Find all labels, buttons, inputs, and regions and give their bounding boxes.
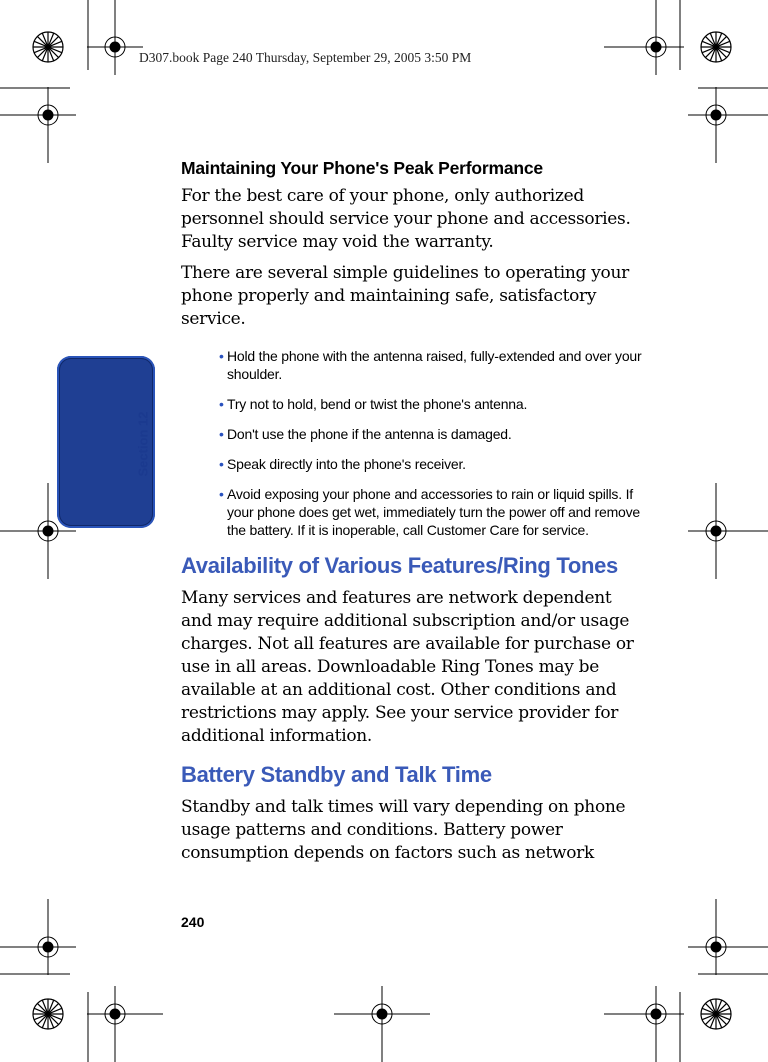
battery-paragraph: Standby and talk times will vary depending on phone usage patterns and conditions. Battery power consumption depends on factors such as network: [181, 797, 626, 863]
bullet-icon: •: [219, 456, 224, 472]
bullet-icon: •: [219, 426, 224, 442]
print-slug: D307.book Page 240 Thursday, September 29, 2005 3:50 PM: [139, 50, 472, 65]
page-heading: Maintaining Your Phone's Peak Performance: [181, 158, 543, 178]
guideline-list: [181, 347, 643, 539]
bullet-icon: •: [219, 396, 224, 412]
section-label: Section 12: [135, 411, 151, 477]
guidelines-paragraph: There are several simple guidelines to operating your phone properly and maintaining safe, satisfactory service.: [181, 263, 629, 329]
intro-paragraph: For the best care of your phone, only authorized personnel should service your phone and accessories. Faulty service may void the warranty.: [181, 186, 631, 252]
page-number: 240: [181, 914, 205, 930]
bullet-icon: •: [219, 348, 224, 364]
features-paragraph: Many services and features are network dependent and may require additional subscription and/or usage charges. Not all features are available for purchase or use in all areas. Downloadable Ring Tones may be available at an additional cost. Other conditions and restrictions may apply. See your service provider for additional information.: [181, 588, 634, 746]
list-item: • Don't use the phone if the antenna is damaged.: [219, 426, 512, 442]
features-heading: Availability of Various Features/Ring Tones: [181, 553, 618, 578]
list-item: • Speak directly into the phone's receiver.: [219, 456, 466, 472]
list-item: • Hold the phone with the antenna raised, fully-extended and over your shoulder.: [219, 348, 642, 382]
page-content: [181, 158, 643, 873]
list-item: • Avoid exposing your phone and accessories to rain or liquid spills. If your phone does get wet, immediately turn the power off and remove the battery. If it is inoperable, call Customer Care for service.: [219, 486, 641, 538]
list-item: • Try not to hold, bend or twist the phone's antenna.: [219, 396, 528, 412]
bullet-icon: •: [219, 486, 224, 502]
battery-heading: Battery Standby and Talk Time: [181, 762, 492, 787]
